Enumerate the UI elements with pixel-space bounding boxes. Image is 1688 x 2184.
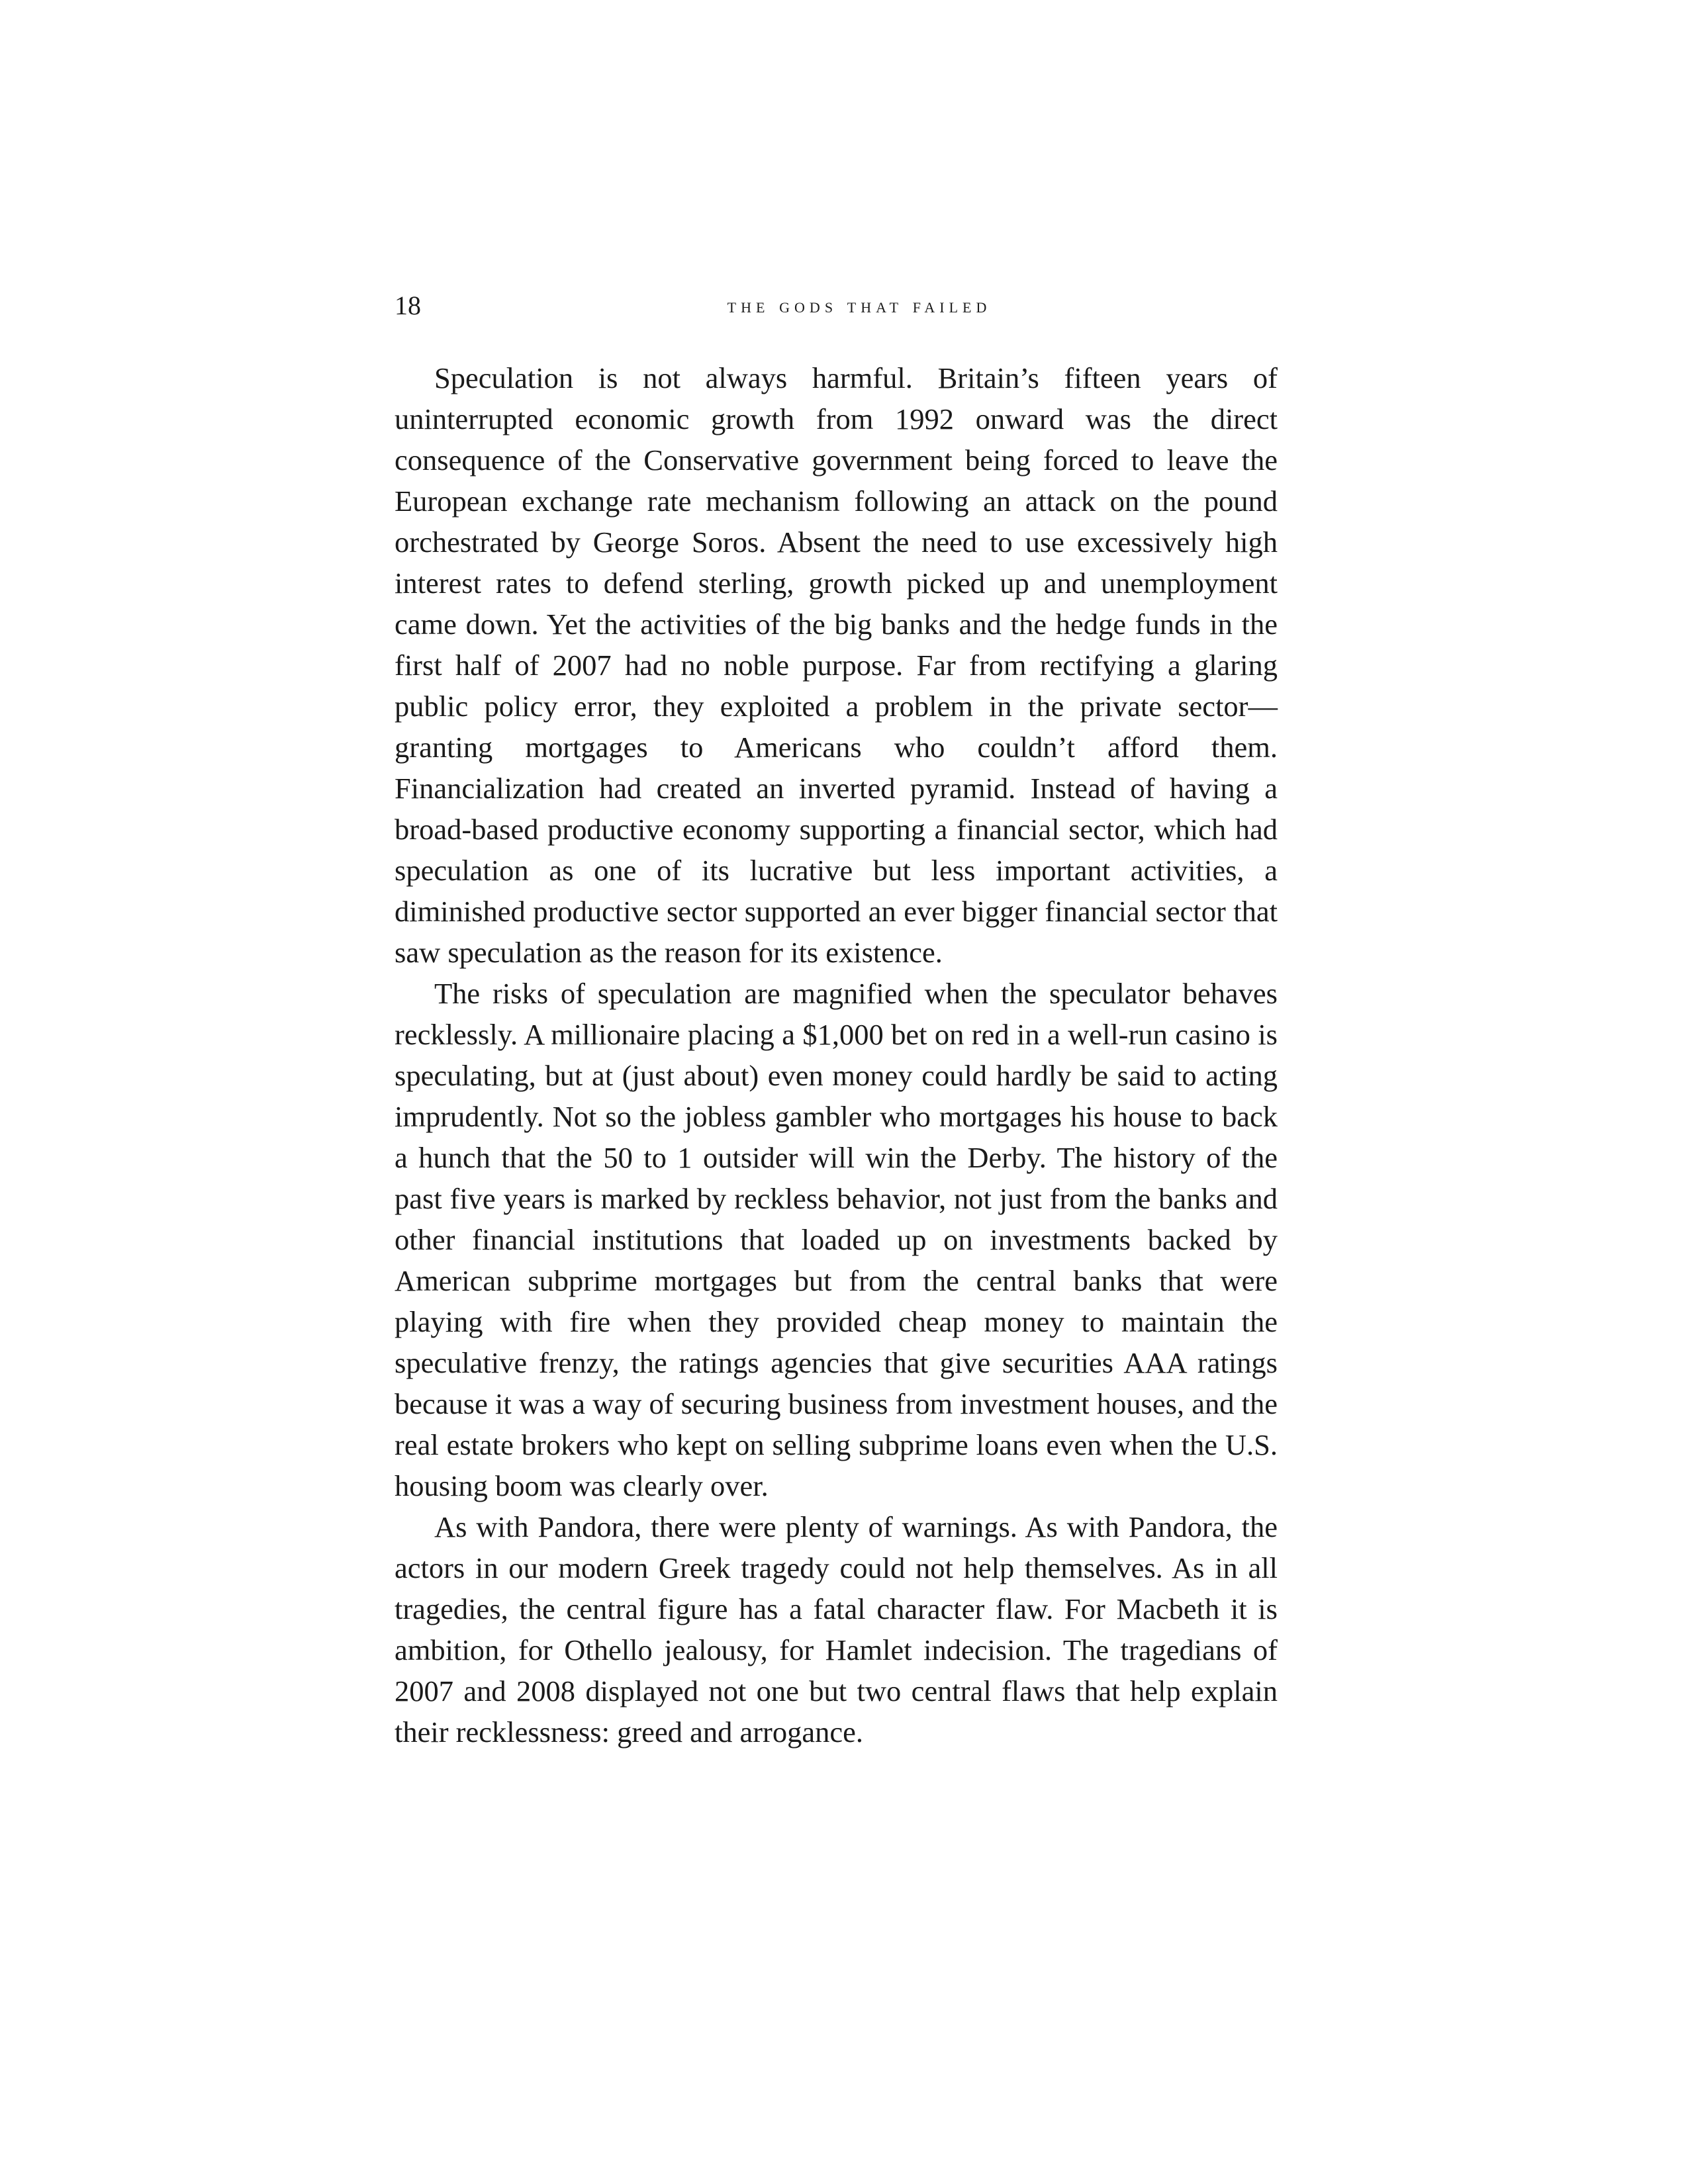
body-text	[395, 357, 1278, 1752]
running-head	[395, 286, 1278, 326]
book-title: the gods that failed	[727, 294, 992, 317]
paragraph-1: Speculation is not always harmful. Britain’s fifteen years of uninterrupted economic growth from 1992 onward was the direct consequence of the Conservative government being forced to leave the European exchange rate mechanism following an attack on the pound orchestrated by George Soros. Absent the need to use excessively high interest rates to defend sterling, growth picked up and unemployment came down. Yet the activities of the big banks and the hedge funds in the first half of 2007 had no noble purpose. Far from rectifying a glaring public policy error, they exploited a problem in the private sector—granting mortgages to Americans who couldn’t afford them. Financialization had created an inverted pyramid. Instead of having a broad-based productive economy supporting a financial sector, which had speculation as one of its lucrative but less important activities, a diminished productive sector supported an ever bigger financial sector that saw speculation as the reason for its existence.	[395, 361, 1278, 969]
paragraph-3: As with Pandora, there were plenty of warnings. As with Pandora, the actors in our modern Greek tragedy could not help themselves. As in all tragedies, the central figure has a fatal character flaw. For Macbeth it is ambition, for Othello jealousy, for Hamlet indecision. The tragedians of 2007 and 2008 displayed not one but two central flaws that help explain their recklessness: greed and arrogance.	[395, 1510, 1278, 1749]
paragraph-2: The risks of speculation are magnified when the speculator behaves recklessly. A millionaire placing a $1,000 bet on red in a well-run casino is speculating, but at (just about) even money could hardly be said to acting imprudently. Not so the jobless gambler who mortgages his house to back a hunch that the 50 to 1 outsider will win the Derby. The history of the past five years is marked by reckless behavior, not just from the banks and other financial institutions that loaded up on investments backed by American subprime mortgages but from the central banks that were playing with fire when they provided cheap money to maintain the speculative frenzy, the ratings agencies that give securities AAA ratings because it was a way of securing business from investment houses, and the real estate brokers who kept on selling subprime loans even when the U.S. housing boom was clearly over.	[395, 977, 1278, 1502]
page-number: 18	[395, 291, 421, 320]
